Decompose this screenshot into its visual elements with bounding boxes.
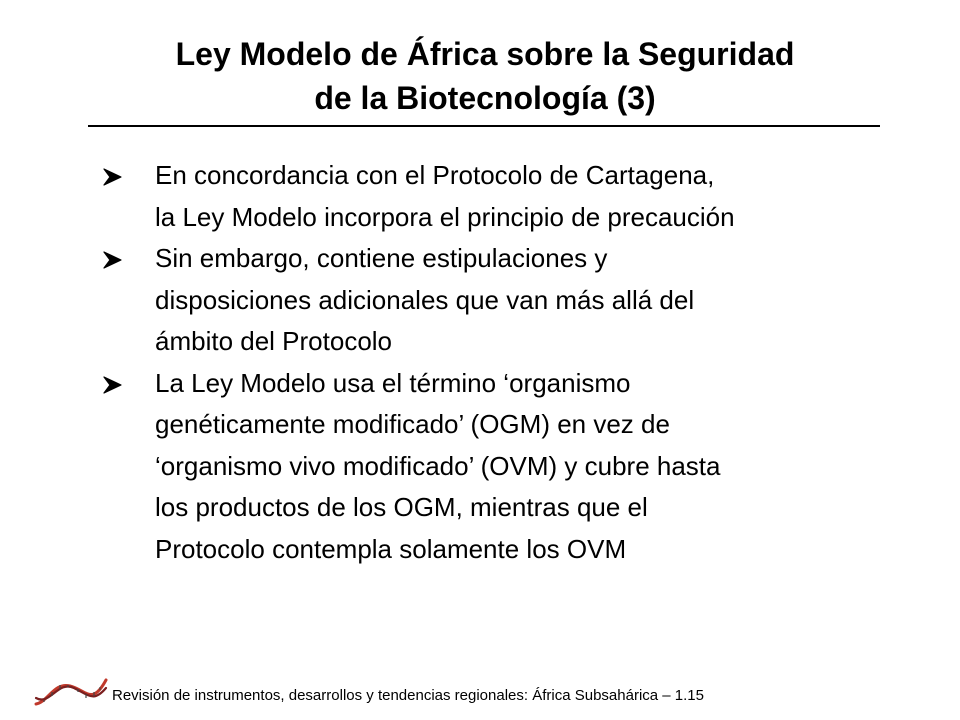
slide-title-line-1: Ley Modelo de África sobre la Seguridad — [175, 36, 795, 72]
bullet-line: disposiciones adicionales que van más allá del — [155, 284, 695, 315]
title-underline-divider — [88, 125, 880, 127]
arrowhead-bullet-icon — [103, 238, 143, 280]
bullet-line: Sin embargo, contiene estipulaciones y — [155, 243, 608, 273]
footer-caption: Revisión de instrumentos, desarrollos y tendencias regionales: África Subsahárica – 1.15 — [112, 687, 704, 704]
slide-title — [90, 32, 880, 120]
slide-footer — [28, 676, 928, 716]
bullet-line: la Ley Modelo incorpora el principio de precaución — [155, 201, 735, 232]
bullet-line: ámbito del Protocolo — [155, 326, 393, 356]
arrowhead-bullet-icon — [103, 155, 143, 197]
bullet-line: genéticamente modificado’ (OGM) en vez de — [155, 409, 670, 439]
bullet-item-additional-provisions — [103, 238, 893, 363]
bullet-item-precautionary-principle — [103, 155, 893, 238]
bullet-line: ‘organismo vivo modificado’ (OVM) y cubre hasta — [155, 450, 721, 481]
bullet-item-ogm-vs-ovm — [103, 363, 893, 571]
bullet-line: los productos de los OGM, mientras que el — [155, 492, 648, 522]
bullet-list — [103, 155, 893, 570]
bullet-line: Protocolo contempla solamente los OVM — [155, 533, 627, 564]
dna-helix-icon — [34, 676, 108, 715]
bullet-line: En concordancia con el Protocolo de Cartagena, — [155, 160, 715, 190]
arrowhead-bullet-icon — [103, 363, 143, 405]
bullet-line: La Ley Modelo usa el término ‘organismo — [155, 367, 631, 398]
slide-title-line-2: de la Biotecnología (3) — [314, 80, 656, 116]
